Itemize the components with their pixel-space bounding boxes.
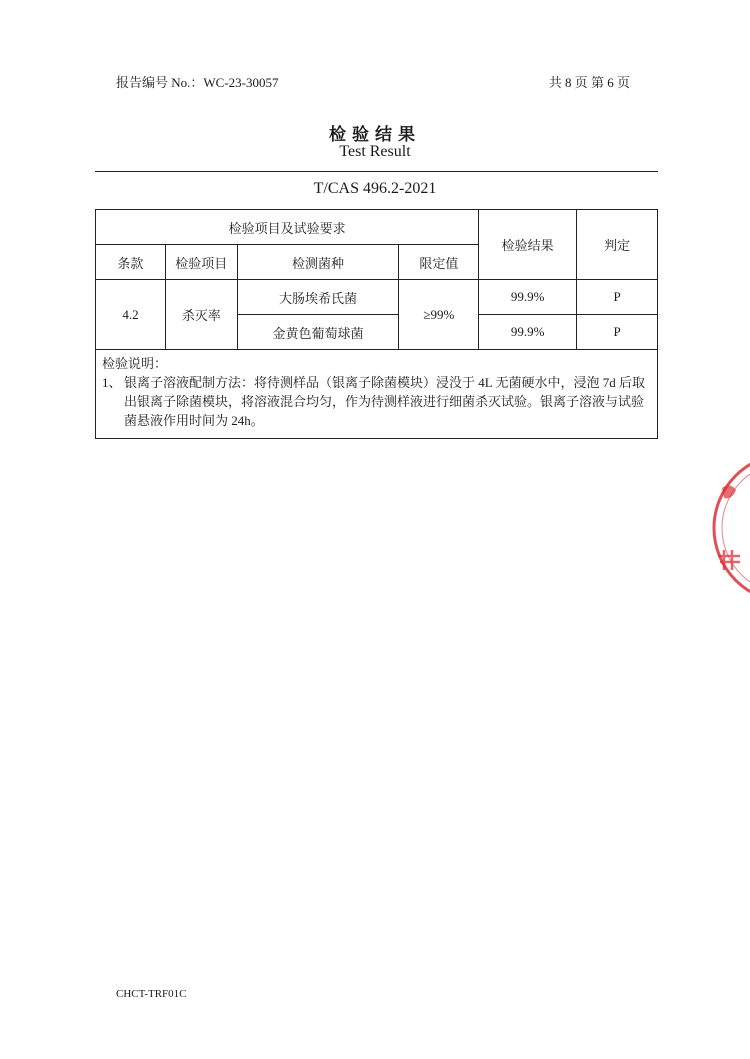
result-table [95,209,658,439]
title-divider [95,171,658,172]
cell-item: 杀灭率 [165,280,237,350]
cell-result: 99.9% [479,280,577,315]
note-text: 银离子溶液配制方法：将待测样品（银离子除菌模块）浸没于 4L 无菌硬水中，浸泡 7d 后取出银离子除菌模块，将溶液混合均匀，作为待测样液进行细菌杀灭试验。银离子溶液与试验菌悬液作用时间为 24h。 [124,375,645,428]
title-chinese: 检验结果 [329,125,421,144]
header-strain: 检测菌种 [237,245,399,280]
cell-limit: ≥99% [399,280,479,350]
note-item [102,373,651,430]
cell-judgement: P [577,280,658,315]
cell-result: 99.9% [479,315,577,350]
standard-code: T/CAS 496.2-2021 [313,180,437,197]
notes-cell [96,350,658,439]
page-count: 共 8 页 第 6 页 [548,75,630,90]
cell-strain: 大肠埃希氏菌 [237,280,399,315]
table-row [96,280,658,315]
group-header: 检验项目及试验要求 [96,210,479,245]
seal-stamp [708,448,750,608]
report-number: 报告编号 No.：WC-23-30057 [116,75,279,90]
header-item: 检验项目 [165,245,237,280]
header-result: 检验结果 [479,210,577,280]
header-clause: 条款 [96,245,166,280]
cell-strain: 金黄色葡萄球菌 [237,315,399,350]
note-number: 1、 [102,375,122,390]
header-limit: 限定值 [399,245,479,280]
header-judgement: 判定 [577,210,658,280]
form-code: CHCT-TRF01C [116,988,187,1000]
cell-clause: 4.2 [96,280,166,350]
title-english: Test Result [339,143,411,160]
notes-title: 检验说明： [102,356,168,371]
cell-judgement: P [577,315,658,350]
